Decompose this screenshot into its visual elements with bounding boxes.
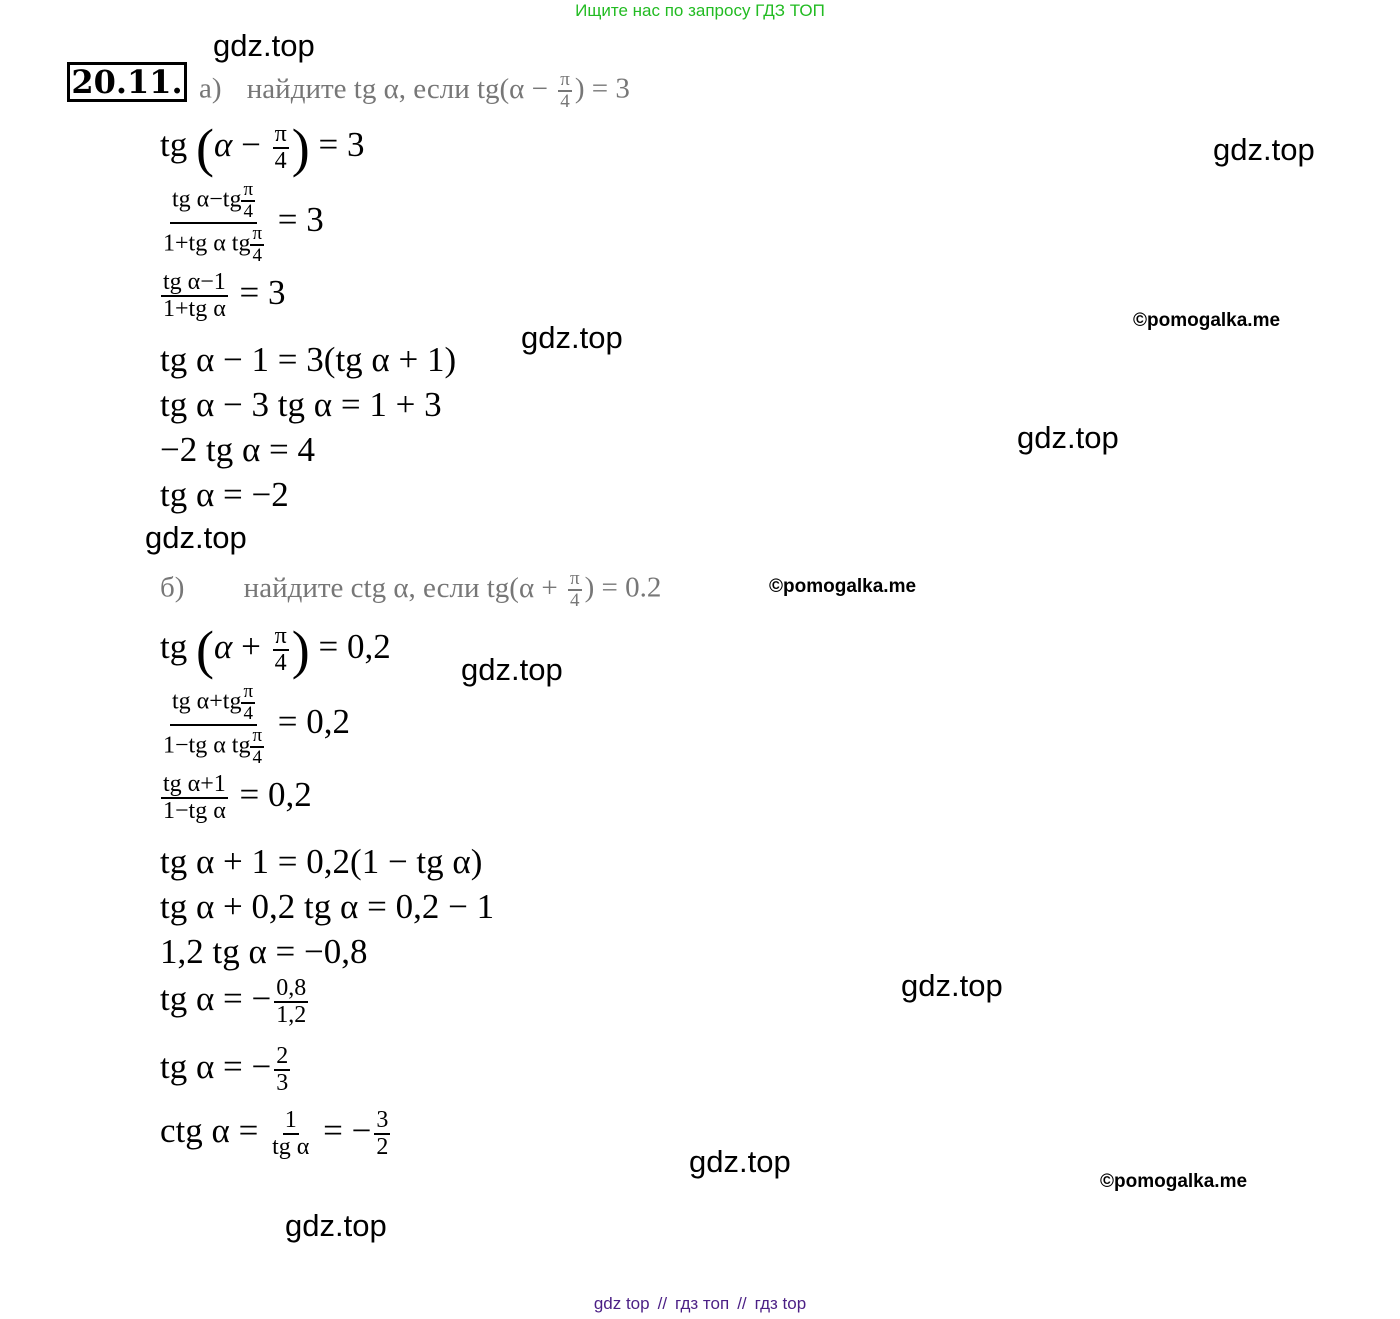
pi-denominator: 4 [252,244,262,266]
b-step-7 [160,976,311,1028]
fraction-denominator: 1−tg α tg [163,732,251,759]
step-lhs: ctg α = [160,1111,268,1151]
fraction-numerator: tg α+tg [172,688,242,715]
a-step-1: tg (α − $\frac{\pi}{4}$ ) = 3 [160,118,365,179]
a-step-7: tg α = −2 [160,475,289,514]
pi-denominator: 4 [252,746,262,768]
paren-close: ) [291,118,310,179]
pi-numerator: π [243,681,254,702]
fraction-numerator: π [560,69,570,90]
step-fraction [161,772,228,824]
step-fraction [161,682,266,768]
pi-numerator: π [243,179,254,200]
step-lhs: tg α = − [160,1047,272,1087]
b-step-8 [160,1044,293,1096]
part-b-task-text: найдите ctg α, если tg(α + [243,571,565,604]
fraction-denominator: 1−tg α [163,798,226,825]
step-rhs: = 3 [309,125,365,165]
step-fraction-2 [374,1108,390,1160]
a-step-6: −2 tg α = 4 [160,430,316,469]
b-step-9 [160,1108,393,1160]
problem-number: 20.11. [67,62,187,102]
b-step-5: tg α + 0,2 tg α = 0,2 − 1 [160,887,495,926]
pi-denominator: 4 [243,200,253,222]
watermark-gdz: gdz.top [1213,132,1315,167]
part-a-task [199,70,630,112]
b-step-6: 1,2 tg α = −0,8 [160,932,368,971]
pi-over-four [273,624,289,676]
fraction-denominator: 3 [276,1070,289,1097]
fraction-denominator: 4 [274,148,287,175]
watermark-gdz: gdz.top [213,28,315,63]
step-rhs: = 0,2 [230,775,312,815]
watermark-gdz: gdz.top [521,320,623,355]
a-step-4: tg α − 1 = 3(tg α + 1) [160,340,457,379]
footer-link[interactable]: гдз топ [675,1294,730,1313]
b-step-4: tg α + 1 = 0,2(1 − tg α) [160,842,483,881]
watermark-pomogalka: ©pomogalka.me [1100,1171,1248,1192]
fraction-numerator: 0,8 [274,976,308,1003]
step-lhs: tg α = − [160,979,272,1019]
fraction-denominator: 1+tg α tg [163,230,251,257]
part-a-task-text: найдите tg α, если tg(α − [246,72,556,105]
part-a-label: а) [199,72,222,105]
part-a-task-fraction [558,70,572,112]
fraction-numerator: 1 [283,1108,299,1135]
step-fraction [270,1108,311,1160]
tg-symbol: tg [160,125,188,165]
footer [0,1294,1400,1314]
a-step-5: tg α − 3 tg α = 1 + 3 [160,385,442,424]
part-b-label: б) [160,571,185,604]
alpha-symbol: α [213,125,233,165]
b-step-2 [158,682,350,768]
alpha-symbol: α [213,627,233,667]
step-fraction [161,270,228,322]
part-a-task-end: ) = 3 [574,72,630,105]
watermark-gdz: gdz.top [1017,420,1119,455]
footer-link[interactable]: гдз top [754,1294,807,1313]
fraction-numerator: 3 [374,1108,390,1135]
pi-over-four [273,122,289,174]
fraction-numerator: π [273,624,289,651]
footer-separator: // [657,1294,668,1313]
step-rhs: = 0,2 [309,627,391,667]
watermark-pomogalka: ©pomogalka.me [1133,310,1281,331]
step-mid: = − [314,1111,372,1151]
fraction-denominator: 4 [274,650,287,677]
watermark-gdz: gdz.top [145,520,247,555]
step-rhs: = 0,2 [269,701,351,741]
step-rhs: = 3 [230,273,286,313]
fraction-denominator: 2 [376,1134,389,1161]
paren-open: ( [195,118,214,179]
footer-separator: // [737,1294,747,1313]
a-step-2 [158,180,324,266]
b-step-1: tg (α + $\frac{\pi}{4}$ ) = 0,2 [160,620,391,681]
pi-denominator: 4 [243,702,253,724]
fraction-numerator: 2 [274,1044,290,1071]
paren-close: ) [291,620,310,681]
fraction-numerator: tg α−1 [161,270,228,297]
fraction-numerator: tg α+1 [161,772,228,799]
b-step-3 [158,772,312,824]
fraction-numerator: π [570,568,580,589]
fraction-denominator: 1+tg α [163,296,226,323]
watermark-gdz: gdz.top [461,652,563,687]
pi-numerator: π [252,724,263,746]
part-b-task-end: ) = 0.2 [584,571,662,604]
step-fraction [274,976,308,1028]
part-b-task [160,569,661,611]
top-banner: Ищите нас по запросу ГДЗ ТОП [575,1,825,20]
pi-numerator: π [252,222,263,244]
paren-open: ( [195,620,214,681]
fraction-denominator: 1,2 [276,1002,307,1029]
watermark-gdz: gdz.top [901,968,1003,1003]
step-fraction [161,180,266,266]
step-fraction [274,1044,290,1096]
watermark-gdz: gdz.top [285,1208,387,1243]
step-rhs: = 3 [269,199,324,239]
fraction-numerator: π [273,122,289,149]
watermark-pomogalka: ©pomogalka.me [769,576,917,597]
fraction-numerator: tg α−tg [172,186,242,213]
a-step-3 [158,270,286,322]
fraction-denominator: 4 [560,90,570,112]
part-b-task-fraction [568,569,582,611]
watermark-gdz: gdz.top [689,1144,791,1179]
fraction-denominator: tg α [272,1134,310,1161]
tg-symbol: tg [160,627,188,667]
fraction-denominator: 4 [570,589,580,611]
footer-link[interactable]: gdz top [593,1294,650,1313]
